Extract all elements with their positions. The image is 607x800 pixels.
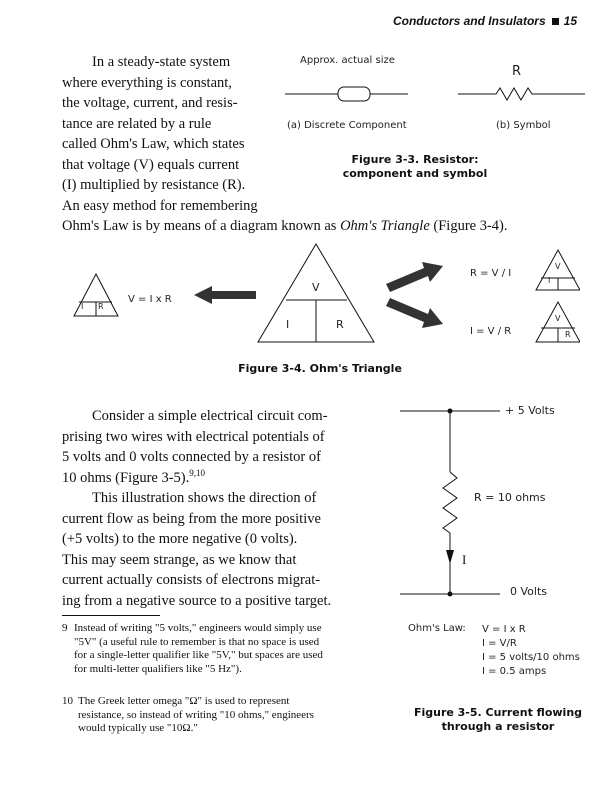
intro-line: tance are related by a rule: [62, 115, 212, 132]
page-number: 15: [563, 14, 577, 28]
current-arrow-icon: [446, 550, 454, 564]
footnote-line: "5V" (a useful rule to remember is that no space is used: [74, 635, 320, 648]
figure-3-4-caption: Figure 3-4. Ohm's Triangle: [238, 362, 402, 375]
ohms-law-label: Ohm's Law:: [408, 623, 466, 634]
intro-line: (I) multiplied by resistance (R).: [62, 177, 246, 193]
equation: V = I x R: [482, 624, 526, 635]
big-i-label: I: [286, 318, 290, 331]
footnote-9: [62, 622, 323, 676]
intro-line: the voltage, current, and resis-: [62, 95, 238, 111]
small-v-label-top: V: [555, 262, 561, 271]
footnote-rule: [62, 615, 160, 616]
equation: I = 0.5 amps: [482, 666, 547, 677]
footnote-10: [62, 695, 314, 736]
footnote-number: 9: [62, 622, 68, 634]
formula-v-ixr: V = I x R: [128, 294, 172, 305]
resistor-figure: [280, 70, 590, 120]
resistance-label: R = 10 ohms: [474, 491, 546, 504]
body-line: current actually consists of electrons migrat-: [62, 572, 321, 588]
body-line: ing from a negative source to a positive target.: [62, 592, 332, 609]
body-line: This illustration shows the direction of: [92, 490, 317, 506]
small-i-label: I: [81, 302, 84, 311]
resistor-symbol: [458, 88, 585, 100]
body-line: 5 volts and 0 volts connected by a resistor of: [62, 449, 321, 465]
approx-size-label: Approx. actual size: [300, 55, 395, 66]
intro-line: An easy method for remembering: [62, 197, 258, 214]
small-r-label: R: [98, 302, 104, 311]
body-line: Consider a simple electrical circuit com-: [92, 408, 328, 424]
footnote-line: would typically use "10Ω.": [78, 722, 198, 734]
square-bullet-icon: [552, 18, 559, 25]
small-i-label-top: I: [548, 276, 551, 285]
component-label: (a) Discrete Component: [287, 120, 407, 131]
footnote-line: for a single-letter qualifier like "5V," but spaces are used: [74, 649, 323, 661]
footnote-line: resistance, so instead of writing "10 ohms," engineers: [78, 708, 314, 721]
arrow-up-right-icon: [386, 262, 443, 292]
plus-5-volts-label: + 5 Volts: [505, 404, 555, 417]
footnote-number: 10: [62, 695, 73, 707]
intro-line: where everything is constant,: [62, 74, 232, 91]
footnote-line: Instead of writing "5 volts," engineers would simply use: [74, 622, 322, 634]
formula-i-vr: I = V / R: [470, 326, 512, 337]
arrow-down-right-icon: [386, 298, 443, 328]
body-line: This may seem strange, as we know that: [62, 551, 297, 568]
intro-line: that voltage (V) equals current: [62, 156, 240, 173]
body-line: (+5 volts) to the more negative (0 volts).: [62, 531, 298, 547]
resistor-component: [285, 87, 408, 101]
resistor-circuit-figure: [395, 400, 595, 610]
body-line: current flow as being from the more positive: [62, 510, 321, 527]
small-r-label-bottom: R: [565, 330, 571, 339]
body-line: prising two wires with electrical potentials of: [62, 428, 325, 445]
big-r-label: R: [336, 318, 344, 331]
symbol-r-label: R: [512, 64, 522, 79]
intro-line: called Ohm's Law, which states: [62, 136, 245, 152]
running-header: [393, 14, 577, 28]
current-i-label: I: [462, 552, 467, 567]
figure-3-5-caption: Figure 3-5. Current flowing through a resistor: [413, 706, 583, 733]
ohms-law-equations: [482, 623, 580, 679]
intro-line-last: Ohm's Law is by means of a diagram known as Ohm's Triangle (Figure 3-4).: [62, 218, 508, 234]
resistor-zigzag: [443, 472, 457, 533]
circuit-paragraph: [62, 406, 331, 611]
figure-3-3-caption: Figure 3-3. Resistor: component and symbol: [342, 153, 488, 180]
junction-dot-bottom: [448, 592, 453, 597]
intro-line: In a steady-state system: [92, 54, 231, 70]
symbol-label: (b) Symbol: [496, 120, 551, 131]
formula-r-vi: R = V / I: [470, 268, 512, 279]
equation: I = 5 volts/10 ohms: [482, 652, 580, 663]
small-v-label-bottom: V: [555, 314, 561, 323]
footnote-line: The Greek letter omega "Ω" is used to represent: [78, 695, 290, 707]
footnote-line: for multi-letter qualifiers like "5 Hz").: [74, 662, 242, 675]
section-title: Conductors and Insulators: [392, 14, 546, 28]
arrow-left-icon: [194, 286, 256, 304]
big-v-label: V: [312, 281, 320, 294]
body-line: 10 ohms (Figure 3-5).$^{9,10}$: [62, 467, 206, 486]
zero-volts-label: 0 Volts: [510, 585, 547, 598]
equation: I = V/R: [482, 638, 517, 649]
